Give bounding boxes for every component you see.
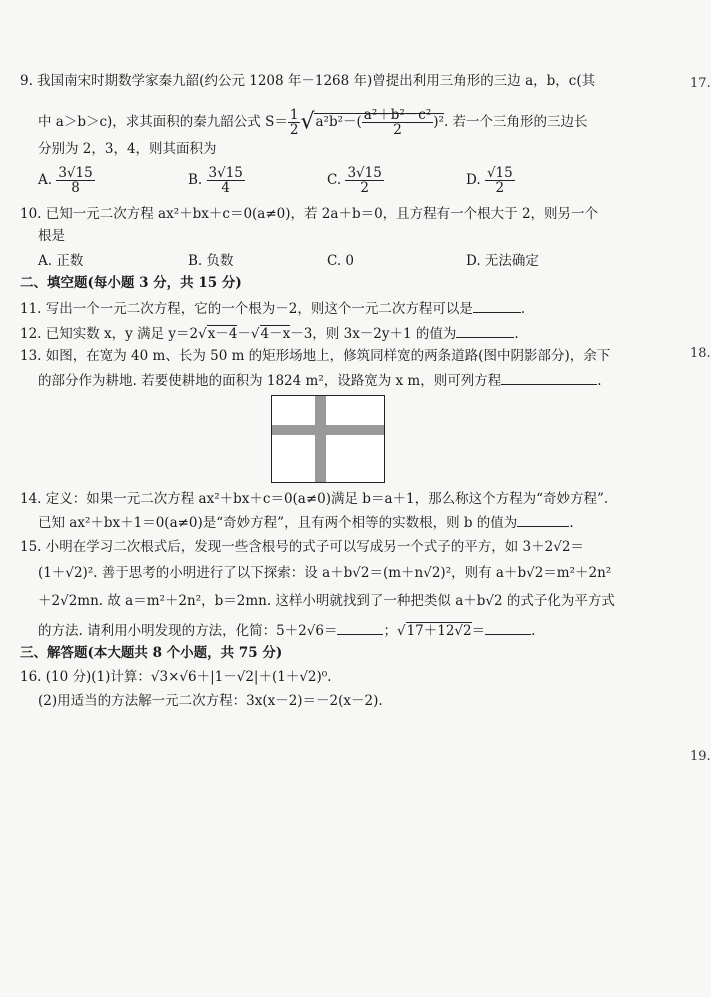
sqrt-sign: √ [198, 326, 207, 342]
option-num: 3√15 [347, 165, 382, 181]
q12-sqrt2: 4－x [260, 326, 291, 342]
option-label: B. [188, 172, 203, 189]
q9-inner-num: a²＋b²－c² [363, 107, 432, 123]
option-den: 4 [221, 180, 230, 197]
q15-line1: 15. 小明在学习二次根式后，发现一些含根号的式子可以写成另一个式子的平方，如 3＋2√2＝ [20, 539, 584, 555]
q14-line2-text: 已知 ax²＋bx＋1＝0(a≠0)是“奇妙方程”，且有两个相等的实数根，则 b 的值为 [38, 515, 518, 531]
q12-pre: 12. 已知实数 x，y 满足 y＝2 [20, 326, 199, 342]
q9-coef-frac [288, 108, 301, 137]
sqrt-sign: √ [250, 326, 260, 342]
option-den: 2 [495, 180, 505, 197]
q9-line2-post: . 若一个三角形的三边长 [443, 114, 588, 131]
q15-line2: (1＋√2)². 善于思考的小明进行了以下探索：设 a＋b√2＝(m＋n√2)²，则有 a＋b√2＝m²＋2n² [38, 565, 612, 581]
q15-line4-mid: ； [383, 623, 397, 639]
q9-inner: a²b²－( [315, 114, 362, 131]
sqrt-sign: √ [300, 109, 315, 135]
q14-line1: 14. 定义：如果一元二次方程 ax²＋bx＋c＝0(a≠0)满足 b＝a＋1，那么称这个方程为“奇妙方程”. [20, 491, 609, 507]
q9-option-d[interactable] [466, 166, 515, 195]
section2-heading: 二、填空题(每小题 3 分，共 15 分) [20, 275, 242, 291]
q15-line4: 的方法. 请利用小明发现的方法，化简：5＋2√6＝ ；√17＋12√2＝ . [38, 620, 535, 640]
q13-field-figure [271, 395, 385, 483]
q9-line2 [38, 108, 588, 137]
margin-q19: 19. [690, 749, 711, 764]
q9-coef-den: 2 [289, 122, 299, 139]
q16-line1: 16. (10 分)(1)计算：√3×√6＋|1－√2|＋(1＋√2)⁰. [20, 669, 332, 685]
q15-answer-blank-2[interactable] [485, 620, 531, 635]
q11-text: 11. 写出一个一元二次方程，它的一个根为－2，则这个一元二次方程可以是 [20, 301, 473, 317]
option-num: 3√15 [58, 165, 93, 181]
q9-inner-den: 2 [393, 122, 402, 139]
q12-post: －3，则 3x－2y＋1 的值为 [290, 326, 457, 342]
option-frac [56, 166, 94, 195]
option-frac [345, 166, 383, 195]
q13-line2: 的部分作为耕地. 若要使耕地的面积为 1824 m²，设路宽为 x m，则可列方程 . [38, 370, 602, 390]
q15-answer-blank-1[interactable] [337, 620, 383, 635]
q9-inner-frac [362, 108, 434, 137]
margin-q18: 18. [690, 346, 711, 361]
q10-line2: 根是 [38, 228, 65, 244]
q9-option-c[interactable] [327, 166, 384, 195]
option-frac [485, 166, 515, 195]
q16-line2: (2)用适当的方法解一元二次方程：3x(x－2)＝－2(x－2). [38, 693, 383, 709]
option-num: √15 [486, 165, 513, 181]
q9-option-a[interactable] [38, 166, 95, 195]
q10-option-d[interactable]: D. 无法确定 [466, 253, 539, 269]
option-frac [207, 166, 245, 195]
option-den: 8 [71, 180, 80, 197]
option-num: 3√15 [208, 165, 243, 181]
sqrt-sign: √ [396, 623, 406, 639]
q11-line: 11. 写出一个一元二次方程，它的一个根为－2，则这个一元二次方程可以是 . [20, 298, 525, 318]
q10-option-a[interactable]: A. 正数 [38, 253, 84, 269]
q9-close: )² [433, 114, 444, 131]
horizontal-road [272, 425, 384, 435]
q10-line1: 10. 已知一元二次方程 ax²＋bx＋c＝0(a≠0)，若 2a＋b＝0，且方程有一个根大于 2，则另一个 [20, 206, 599, 222]
option-label: D. [466, 172, 481, 189]
q11-answer-blank[interactable] [473, 298, 521, 313]
section3-heading: 三、解答题(本大题共 8 个小题，共 75 分) [20, 645, 283, 661]
q15-sqrt: 17＋12√2 [406, 623, 472, 639]
vertical-road [315, 396, 326, 482]
q13-answer-blank[interactable] [501, 370, 597, 385]
q9-line2-pre: 中 a＞b＞c)，求其面积的秦九韶公式 S＝ [38, 114, 288, 131]
q14-answer-blank[interactable] [517, 512, 569, 527]
q9-radicand [314, 107, 444, 139]
option-label: C. [327, 172, 342, 189]
q14-line2: 已知 ax²＋bx＋1＝0(a≠0)是“奇妙方程”，且有两个相等的实数根，则 b 的值为 . [38, 512, 574, 532]
q15-eq: ＝ [471, 623, 486, 639]
q12-mid: － [237, 326, 251, 342]
option-label: A. [38, 172, 53, 189]
q12-line: 12. 已知实数 x，y 满足 y＝2√x－4－√4－x－3，则 3x－2y＋1 的值为 . [20, 323, 519, 343]
q9-option-b[interactable] [188, 166, 245, 195]
q12-answer-blank[interactable] [456, 323, 514, 338]
q15-line3: ＋2√2mn. 故 a＝m²＋2n²，b＝2mn. 这样小明就找到了一种把类似 a＋b√2 的式子化为平方式 [38, 593, 615, 609]
q13-line2-text: 的部分作为耕地. 若要使耕地的面积为 1824 m²，设路宽为 x m，则可列方程 [38, 373, 502, 389]
q15-line4-pre: 的方法. 请利用小明发现的方法，化简：5＋2√6＝ [38, 623, 338, 639]
q13-line1: 13. 如图，在宽为 40 m、长为 50 m 的矩形场地上，修筑同样宽的两条道路(图中阴影部分)，余下 [20, 348, 611, 364]
q12-sqrt1: x－4 [207, 326, 238, 342]
q9-line1: 9. 我国南宋时期数学家秦九韶(约公元 1208 年－1268 年)曾提出利用三角形的三边 a，b，c(其 [20, 73, 596, 89]
q9-line3: 分别为 2，3，4，则其面积为 [38, 141, 217, 157]
q10-option-c[interactable]: C. 0 [327, 253, 355, 269]
q9-coef-num: 1 [289, 107, 299, 123]
margin-q17: 17. [690, 76, 711, 91]
q10-option-b[interactable]: B. 负数 [188, 253, 234, 269]
option-den: 2 [360, 180, 369, 197]
